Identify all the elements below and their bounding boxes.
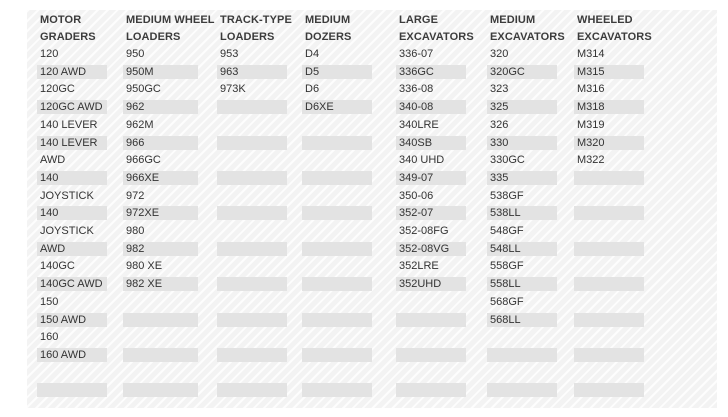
table-cell: [123, 189, 198, 203]
table-cell: [574, 383, 644, 397]
table-cell: [123, 242, 198, 256]
table-cell: [123, 171, 198, 185]
table-cell: [487, 366, 557, 380]
column-header-line: GRADERS: [40, 31, 96, 43]
table-cell: [217, 295, 287, 309]
table-cell: [123, 295, 198, 309]
table-cell: [217, 189, 287, 203]
table-cell: [302, 259, 372, 273]
cell-text: 340-08: [399, 101, 434, 113]
cell-text: 336-07: [399, 48, 434, 60]
table-cell: [574, 313, 644, 327]
cell-text: 548GF: [490, 225, 524, 237]
cell-text: 140GC: [40, 260, 75, 272]
table-cell: [217, 366, 287, 380]
column-header-motor-graders: [40, 12, 96, 46]
table-cell: [396, 330, 466, 344]
table-cell: [574, 171, 644, 185]
table-cell: [487, 259, 557, 273]
table-cell: [487, 171, 557, 185]
table-cell: [302, 330, 372, 344]
cell-text: 120GC: [40, 83, 75, 95]
cell-text: 568LL: [490, 314, 521, 326]
table-cell: [37, 189, 107, 203]
column-header-line: LARGE: [399, 14, 438, 26]
table-cell: [487, 206, 557, 220]
cell-text: JOYSTICK: [40, 225, 94, 237]
cell-text: 320GC: [490, 66, 525, 78]
cell-text: M314: [577, 48, 605, 60]
table-cell: [396, 313, 466, 327]
table-cell: [574, 259, 644, 273]
cell-text: M320: [577, 137, 605, 149]
cell-text: 352LRE: [399, 260, 439, 272]
column-header-line: MOTOR: [40, 14, 82, 26]
table-cell: [123, 366, 198, 380]
table-cell: [487, 118, 557, 132]
table-cell: [487, 153, 557, 167]
table-cell: [487, 313, 557, 327]
cell-text: 350-06: [399, 190, 434, 202]
table-cell: [37, 348, 107, 362]
cell-text: 160 AWD: [40, 349, 87, 361]
table-cell: [37, 171, 107, 185]
cell-text: 972: [126, 190, 145, 202]
table-cell: [574, 65, 644, 79]
table-cell: [487, 47, 557, 61]
cell-text: 966: [126, 137, 145, 149]
cell-text: 140: [40, 207, 59, 219]
cell-text: M315: [577, 66, 605, 78]
table-cell: [396, 171, 466, 185]
table-cell: [123, 259, 198, 273]
table-cell: [123, 383, 198, 397]
cell-text: 340SB: [399, 137, 433, 149]
cell-text: 140 LEVER: [40, 119, 98, 131]
table-cell: [302, 206, 372, 220]
table-cell: [487, 348, 557, 362]
table-cell: [123, 100, 198, 114]
table-cell: [37, 366, 107, 380]
table-cell: [37, 100, 107, 114]
table-cell: [217, 118, 287, 132]
cell-text: 326: [490, 119, 509, 131]
cell-text: 150: [40, 296, 59, 308]
cell-text: 340 UHD: [399, 154, 445, 166]
table-cell: [574, 82, 644, 96]
cell-text: AWD: [40, 243, 66, 255]
cell-text: 568GF: [490, 296, 524, 308]
table-cell: [487, 224, 557, 238]
cell-text: M322: [577, 154, 605, 166]
cell-text: 330GC: [490, 154, 525, 166]
table-cell: [396, 206, 466, 220]
table-cell: [123, 330, 198, 344]
table-cell: [396, 259, 466, 273]
cell-text: 140 LEVER: [40, 137, 98, 149]
cell-text: JOYSTICK: [40, 190, 94, 202]
table-cell: [574, 295, 644, 309]
table-cell: [302, 366, 372, 380]
table-cell: [574, 330, 644, 344]
table-cell: [487, 65, 557, 79]
table-cell: [396, 189, 466, 203]
cell-text: 558GF: [490, 260, 524, 272]
table-cell: [217, 224, 287, 238]
cell-text: 972XE: [126, 207, 160, 219]
cell-text: 336-08: [399, 83, 434, 95]
cell-text: 352-08FG: [399, 225, 449, 237]
table-cell: [37, 383, 107, 397]
table-cell: [487, 383, 557, 397]
table-cell: [574, 224, 644, 238]
table-cell: [396, 82, 466, 96]
cell-text: D6: [305, 83, 320, 95]
table-cell: [574, 136, 644, 150]
table-cell: [302, 100, 372, 114]
table-cell: [217, 82, 287, 96]
cell-text: 336GC: [399, 66, 434, 78]
cell-text: 335: [490, 172, 509, 184]
table-cell: [302, 82, 372, 96]
table-cell: [217, 100, 287, 114]
table-cell: [217, 277, 287, 291]
table-cell: [487, 136, 557, 150]
table-cell: [217, 136, 287, 150]
table-cell: [574, 189, 644, 203]
table-cell: [217, 330, 287, 344]
table-cell: [302, 224, 372, 238]
table-cell: [123, 224, 198, 238]
column-header-medium-wheel-loaders: [126, 12, 215, 46]
table-cell: [37, 224, 107, 238]
cell-text: 962M: [126, 119, 154, 131]
table-cell: [574, 366, 644, 380]
table-cell: [574, 277, 644, 291]
table-cell: [123, 136, 198, 150]
table-cell: [302, 118, 372, 132]
table-cell: [574, 206, 644, 220]
table-cell: [487, 295, 557, 309]
table-cell: [487, 82, 557, 96]
table-cell: [302, 295, 372, 309]
cell-text: 980 XE: [126, 260, 163, 272]
table-cell: [217, 383, 287, 397]
column-header-line: MEDIUM: [490, 14, 536, 26]
table-cell: [302, 383, 372, 397]
table-cell: [217, 348, 287, 362]
table-cell: [302, 171, 372, 185]
table-cell: [37, 295, 107, 309]
table-cell: [37, 136, 107, 150]
table-cell: [396, 65, 466, 79]
table-cell: [396, 224, 466, 238]
cell-text: D6XE: [305, 101, 334, 113]
cell-text: 963: [220, 66, 239, 78]
cell-text: 538LL: [490, 207, 521, 219]
table-cell: [574, 242, 644, 256]
cell-text: 538GF: [490, 190, 524, 202]
table-cell: [302, 348, 372, 362]
table-cell: [37, 259, 107, 273]
cell-text: 352-08VG: [399, 243, 450, 255]
column-header-line: DOZERS: [305, 31, 352, 43]
table-cell: [123, 65, 198, 79]
table-cell: [217, 242, 287, 256]
table-cell: [217, 206, 287, 220]
column-header-medium-excavators: [490, 12, 565, 46]
table-cell: [574, 153, 644, 167]
cell-text: 330: [490, 137, 509, 149]
table-cell: [37, 47, 107, 61]
column-header-medium-dozers: [305, 12, 351, 46]
table-cell: [37, 206, 107, 220]
cell-text: 558LL: [490, 278, 521, 290]
table-cell: [302, 313, 372, 327]
cell-text: 980: [126, 225, 145, 237]
table-cell: [302, 189, 372, 203]
cell-text: 962: [126, 101, 145, 113]
table-cell: [37, 242, 107, 256]
table-cell: [487, 242, 557, 256]
table-cell: [396, 118, 466, 132]
table-cell: [574, 348, 644, 362]
table-cell: [396, 348, 466, 362]
cell-text: 325: [490, 101, 509, 113]
table-cell: [574, 118, 644, 132]
table-cell: [396, 242, 466, 256]
column-header-line: LOADERS: [220, 31, 275, 43]
column-header-track-type-loaders: [220, 12, 292, 46]
cell-text: 160: [40, 331, 59, 343]
table-cell: [123, 313, 198, 327]
table-cell: [123, 47, 198, 61]
cell-text: 982: [126, 243, 145, 255]
table-cell: [302, 47, 372, 61]
table-cell: [123, 82, 198, 96]
cell-text: 120GC AWD: [40, 101, 103, 113]
table-cell: [123, 206, 198, 220]
table-cell: [396, 277, 466, 291]
table-cell: [574, 100, 644, 114]
table-cell: [217, 259, 287, 273]
cell-text: 340LRE: [399, 119, 439, 131]
column-header-line: EXCAVATORS: [490, 31, 565, 43]
table-cell: [302, 136, 372, 150]
column-header-line: TRACK-TYPE: [220, 14, 292, 26]
table-cell: [217, 313, 287, 327]
table-cell: [123, 348, 198, 362]
table-cell: [37, 118, 107, 132]
table-cell: [37, 153, 107, 167]
cell-text: 120 AWD: [40, 66, 87, 78]
cell-text: 140GC AWD: [40, 278, 103, 290]
cell-text: M318: [577, 101, 605, 113]
table-cell: [396, 153, 466, 167]
cell-text: D5: [305, 66, 320, 78]
cell-text: 349-07: [399, 172, 434, 184]
cell-text: 953: [220, 48, 239, 60]
cell-text: 950GC: [126, 83, 161, 95]
table-cell: [37, 65, 107, 79]
table-cell: [217, 47, 287, 61]
cell-text: 320: [490, 48, 509, 60]
table-cell: [487, 277, 557, 291]
column-header-line: LOADERS: [126, 31, 181, 43]
table-cell: [302, 65, 372, 79]
cell-text: M319: [577, 119, 605, 131]
cell-text: AWD: [40, 154, 66, 166]
table-cell: [487, 330, 557, 344]
cell-text: 950: [126, 48, 145, 60]
column-header-line: EXCAVATORS: [577, 31, 652, 43]
table-cell: [396, 383, 466, 397]
table-cell: [217, 65, 287, 79]
column-header-line: EXCAVATORS: [399, 31, 474, 43]
cell-text: 548LL: [490, 243, 521, 255]
column-header-line: WHEELED: [577, 14, 633, 26]
table-cell: [37, 82, 107, 96]
table-cell: [396, 366, 466, 380]
cell-text: M316: [577, 83, 605, 95]
table-cell: [123, 118, 198, 132]
cell-text: 982 XE: [126, 278, 163, 290]
table-cell: [37, 313, 107, 327]
column-header-wheeled-excavators: [577, 12, 652, 46]
table-cell: [123, 277, 198, 291]
table-cell: [302, 277, 372, 291]
column-header-large-excavators: [399, 12, 474, 46]
table-cell: [396, 47, 466, 61]
cell-text: 973K: [220, 83, 246, 95]
cell-text: D4: [305, 48, 320, 60]
cell-text: 120: [40, 48, 59, 60]
cell-text: 150 AWD: [40, 314, 87, 326]
table-cell: [217, 171, 287, 185]
cell-text: 966XE: [126, 172, 160, 184]
cell-text: 352UHD: [399, 278, 442, 290]
cell-text: 323: [490, 83, 509, 95]
table-cell: [487, 189, 557, 203]
column-header-line: MEDIUM WHEEL: [126, 14, 215, 26]
table-cell: [487, 100, 557, 114]
cell-text: 140: [40, 172, 59, 184]
column-header-line: MEDIUM: [305, 14, 351, 26]
table-cell: [217, 153, 287, 167]
table-cell: [396, 136, 466, 150]
table-cell: [574, 47, 644, 61]
table-cell: [37, 330, 107, 344]
table-cell: [302, 153, 372, 167]
table-cell: [396, 100, 466, 114]
cell-text: 352-07: [399, 207, 434, 219]
table-cell: [123, 153, 198, 167]
table-cell: [302, 242, 372, 256]
table-cell: [37, 277, 107, 291]
cell-text: 950M: [126, 66, 154, 78]
table-cell: [396, 295, 466, 309]
cell-text: 966GC: [126, 154, 161, 166]
